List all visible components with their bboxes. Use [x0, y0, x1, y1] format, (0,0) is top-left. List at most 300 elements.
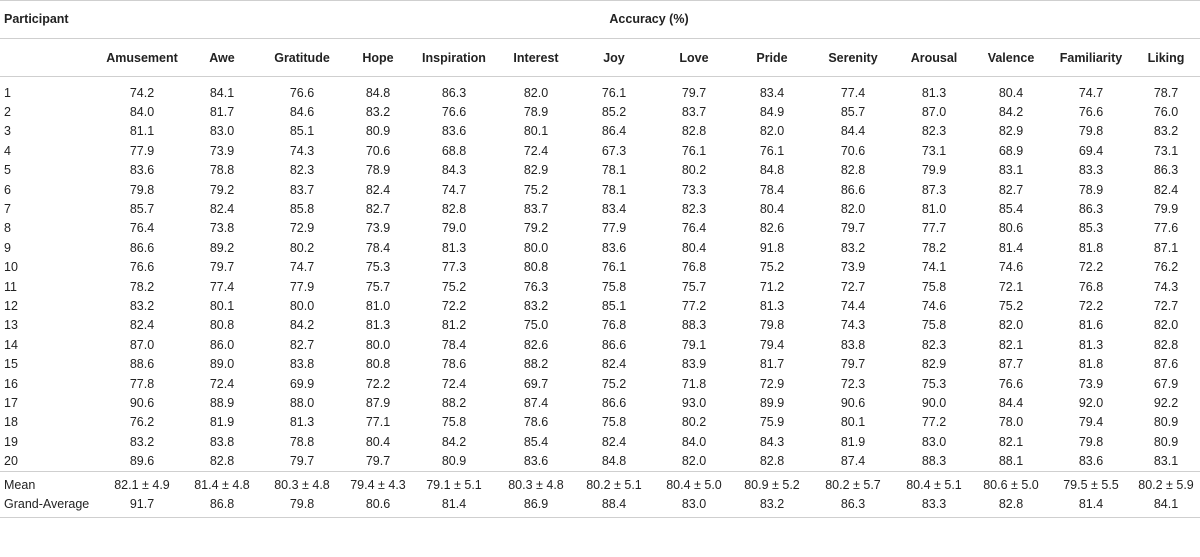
- table-cell: 82.8: [209, 454, 235, 469]
- table-cell: 88.6: [129, 357, 155, 372]
- table-cell: 76.4: [681, 221, 707, 236]
- table-cell: 74.3: [840, 318, 866, 333]
- table-cell: 91.7: [98, 495, 186, 518]
- table-cell: 72.2: [1078, 260, 1104, 275]
- table-cell: 83.3: [896, 495, 972, 518]
- table-cell: 83.2: [523, 298, 549, 313]
- table-cell: 85.7: [129, 202, 155, 217]
- table-cell: 75.0: [523, 318, 549, 333]
- table-cell: 78.4: [759, 182, 785, 197]
- column-header: Pride: [734, 39, 810, 77]
- table-cell: 76.1: [681, 143, 707, 158]
- group-header: Accuracy (%): [609, 12, 689, 26]
- table-cell: 80.8: [209, 318, 235, 333]
- table-cell: 83.3: [1078, 163, 1104, 178]
- table-cell: 73.3: [681, 182, 707, 197]
- table-cell: 79.0: [441, 221, 467, 236]
- table-cell: 88.2: [441, 395, 467, 410]
- table-cell: 86.0: [209, 337, 235, 352]
- table-cell: 78.4: [441, 337, 467, 352]
- table-cell: 82.4: [209, 202, 235, 217]
- table-cell: 80.0: [523, 240, 549, 255]
- table-cell: 84.3: [759, 434, 785, 449]
- table-cell: 88.9: [209, 395, 235, 410]
- row-label: 18: [4, 415, 18, 430]
- table-cell: 88.3: [921, 454, 947, 469]
- table-cell: 70.6: [365, 143, 391, 158]
- table-cell: 84.3: [441, 163, 467, 178]
- table-cell: 80.2: [681, 163, 707, 178]
- table-cell: 88.1: [998, 454, 1024, 469]
- table-cell: 83.7: [523, 202, 549, 217]
- table-cell: 76.6: [1078, 105, 1104, 120]
- table-cell: 84.2: [289, 318, 315, 333]
- table-cell: 83.2: [840, 240, 866, 255]
- table-cell: 68.8: [441, 143, 467, 158]
- table-cell: 79.7: [681, 85, 707, 100]
- table-cell: 80.0: [365, 337, 391, 352]
- table-cell: 89.2: [209, 240, 235, 255]
- table-row: [0, 161, 1200, 180]
- table-cell: 75.7: [681, 279, 707, 294]
- row-label: Mean: [0, 471, 98, 495]
- table-cell: 83.9: [681, 357, 707, 372]
- table-cell: 89.9: [759, 395, 785, 410]
- table-cell: 86.6: [129, 240, 155, 255]
- table-cell: 81.2: [441, 318, 467, 333]
- table-cell: 82.9: [523, 163, 549, 178]
- table-cell: 77.1: [365, 415, 391, 430]
- table-cell: 79.5 ± 5.5: [1050, 471, 1132, 495]
- table-cell: 84.8: [601, 454, 627, 469]
- table-cell: 75.8: [921, 318, 947, 333]
- table-cell: 84.6: [289, 105, 315, 120]
- table-cell: 80.4: [681, 240, 707, 255]
- table-cell: 72.4: [523, 143, 549, 158]
- table-cell: 84.8: [365, 85, 391, 100]
- table-cell: 84.8: [759, 163, 785, 178]
- table-cell: 80.9: [441, 454, 467, 469]
- table-cell: 79.8: [129, 182, 155, 197]
- table-cell: 80.2 ± 5.1: [574, 471, 654, 495]
- table-cell: 81.3: [441, 240, 467, 255]
- table-cell: 82.8: [681, 124, 707, 139]
- table-cell: 81.9: [209, 415, 235, 430]
- table-cell: 83.6: [129, 163, 155, 178]
- table-cell: 76.0: [1153, 105, 1179, 120]
- table-cell: 83.0: [921, 434, 947, 449]
- table-cell: 72.2: [441, 298, 467, 313]
- table-cell: 91.8: [759, 240, 785, 255]
- table-cell: 77.9: [289, 279, 315, 294]
- table-cell: 77.7: [921, 221, 947, 236]
- table-row: [0, 335, 1200, 354]
- table-cell: 84.2: [998, 105, 1024, 120]
- table-cell: 74.2: [129, 85, 155, 100]
- table-summary: [0, 471, 1200, 517]
- table-cell: 90.6: [840, 395, 866, 410]
- table-cell: 90.0: [921, 395, 947, 410]
- table-cell: 76.2: [1153, 260, 1179, 275]
- table-cell: 71.2: [759, 279, 785, 294]
- table-row: [0, 238, 1200, 257]
- row-label: 7: [4, 202, 11, 217]
- row-label: 13: [4, 318, 18, 333]
- table-cell: 68.9: [998, 143, 1024, 158]
- table-cell: 82.0: [1153, 318, 1179, 333]
- table-row: [0, 354, 1200, 373]
- table-cell: 88.4: [574, 495, 654, 518]
- table-cell: 79.7: [365, 454, 391, 469]
- table-cell: 79.7: [840, 221, 866, 236]
- table-cell: 75.8: [921, 279, 947, 294]
- row-label: 16: [4, 376, 18, 391]
- table-cell: 86.8: [186, 495, 258, 518]
- table-cell: 79.8: [759, 318, 785, 333]
- row-label: 9: [4, 240, 11, 255]
- table-cell: 74.3: [289, 143, 315, 158]
- table-cell: 86.3: [810, 495, 896, 518]
- table-cell: 80.4 ± 5.1: [896, 471, 972, 495]
- table-cell: 82.4: [129, 318, 155, 333]
- table-cell: 84.1: [1132, 495, 1200, 518]
- table-cell: 82.1 ± 4.9: [98, 471, 186, 495]
- table-cell: 75.2: [523, 182, 549, 197]
- table-cell: 86.9: [498, 495, 574, 518]
- table-cell: 77.4: [840, 85, 866, 100]
- table-cell: 84.2: [441, 434, 467, 449]
- table-cell: 86.3: [1153, 163, 1179, 178]
- table-cell: 81.0: [365, 298, 391, 313]
- table-cell: 83.0: [654, 495, 734, 518]
- column-header: Amusement: [98, 39, 186, 77]
- table-cell: 75.3: [921, 376, 947, 391]
- table-cell: 82.6: [523, 337, 549, 352]
- table-cell: 78.4: [365, 240, 391, 255]
- table-cell: 81.4: [1050, 495, 1132, 518]
- table-cell: 79.2: [523, 221, 549, 236]
- table-cell: 73.9: [1078, 376, 1104, 391]
- table-cell: 81.7: [209, 105, 235, 120]
- table-cell: 75.3: [365, 260, 391, 275]
- column-header: Love: [654, 39, 734, 77]
- table-row: [0, 277, 1200, 296]
- table-cell: 83.6: [1078, 454, 1104, 469]
- table-cell: 82.8: [972, 495, 1050, 518]
- table-cell: 67.9: [1153, 376, 1179, 391]
- table-cell: 73.8: [209, 221, 235, 236]
- table-cell: 82.3: [681, 202, 707, 217]
- table-cell: 82.7: [289, 337, 315, 352]
- table-cell: 76.6: [289, 85, 315, 100]
- table-cell: 82.4: [365, 182, 391, 197]
- row-label: 8: [4, 221, 11, 236]
- table-cell: 80.4: [998, 85, 1024, 100]
- table-cell: 76.3: [523, 279, 549, 294]
- table-cell: 76.2: [129, 415, 155, 430]
- table-cell: 80.2 ± 5.9: [1132, 471, 1200, 495]
- table-cell: 77.9: [129, 143, 155, 158]
- table-cell: 74.6: [998, 260, 1024, 275]
- table-cell: 83.7: [289, 182, 315, 197]
- table-cell: 80.9 ± 5.2: [734, 471, 810, 495]
- row-label: 14: [4, 337, 18, 352]
- table-cell: 76.4: [129, 221, 155, 236]
- table-cell: 90.6: [129, 395, 155, 410]
- table-cell: 79.7: [840, 357, 866, 372]
- row-label: 19: [4, 434, 18, 449]
- table-cell: 79.4 ± 4.3: [346, 471, 410, 495]
- table-cell: 73.1: [921, 143, 947, 158]
- table-cell: 74.7: [1078, 85, 1104, 100]
- table-cell: 84.4: [840, 124, 866, 139]
- table-cell: 78.7: [1153, 85, 1179, 100]
- table-cell: 72.7: [840, 279, 866, 294]
- row-label: Grand-Average: [0, 495, 98, 518]
- table-row: [0, 141, 1200, 160]
- table-cell: 82.0: [681, 454, 707, 469]
- table-cell: 79.9: [1153, 202, 1179, 217]
- column-header: Hope: [346, 39, 410, 77]
- table-cell: 86.6: [601, 395, 627, 410]
- table-cell: 79.7: [209, 260, 235, 275]
- table-cell: 83.2: [734, 495, 810, 518]
- table-cell: 78.2: [129, 279, 155, 294]
- table-cell: 78.9: [365, 163, 391, 178]
- table-cell: 85.4: [998, 202, 1024, 217]
- table-cell: 87.9: [365, 395, 391, 410]
- table-cell: 77.9: [601, 221, 627, 236]
- row-label: 3: [4, 124, 11, 139]
- column-header: Inspiration: [410, 39, 498, 77]
- table-cell: 82.3: [921, 124, 947, 139]
- table-cell: 82.3: [921, 337, 947, 352]
- table-cell: 80.8: [523, 260, 549, 275]
- table-cell: 82.1: [998, 434, 1024, 449]
- table-cell: 85.1: [601, 298, 627, 313]
- table-cell: 83.0: [209, 124, 235, 139]
- table-cell: 78.8: [209, 163, 235, 178]
- table-row: [0, 77, 1200, 103]
- table-cell: 83.6: [441, 124, 467, 139]
- table-cell: 83.1: [998, 163, 1024, 178]
- table-cell: 79.4: [759, 337, 785, 352]
- table-cell: 80.1: [523, 124, 549, 139]
- table-cell: 74.7: [289, 260, 315, 275]
- table-cell: 76.6: [998, 376, 1024, 391]
- table-cell: 77.2: [921, 415, 947, 430]
- table-cell: 83.8: [209, 434, 235, 449]
- table-cell: 82.7: [365, 202, 391, 217]
- column-header-row: [0, 39, 1200, 77]
- table-cell: 78.8: [289, 434, 315, 449]
- table-cell: 87.1: [1153, 240, 1179, 255]
- table-cell: 82.9: [998, 124, 1024, 139]
- table-cell: 86.3: [1078, 202, 1104, 217]
- table-cell: 81.3: [921, 85, 947, 100]
- table-cell: 81.7: [759, 357, 785, 372]
- table-cell: 76.8: [681, 260, 707, 275]
- table-cell: 72.4: [209, 376, 235, 391]
- table-cell: 80.4: [365, 434, 391, 449]
- table-cell: 82.8: [1153, 337, 1179, 352]
- table-cell: 81.4 ± 4.8: [186, 471, 258, 495]
- table-cell: 86.6: [601, 337, 627, 352]
- column-header: Interest: [498, 39, 574, 77]
- table-cell: 74.4: [840, 298, 866, 313]
- table-cell: 80.2: [681, 415, 707, 430]
- table-cell: 80.1: [840, 415, 866, 430]
- table-cell: 80.6: [346, 495, 410, 518]
- table-cell: 89.0: [209, 357, 235, 372]
- table-cell: 80.6 ± 5.0: [972, 471, 1050, 495]
- table-cell: 75.2: [601, 376, 627, 391]
- table-cell: 70.6: [840, 143, 866, 158]
- table-top-rule: [0, 0, 1200, 1]
- table-cell: 82.0: [759, 124, 785, 139]
- table-cell: 77.6: [1153, 221, 1179, 236]
- table-cell: 81.8: [1078, 357, 1104, 372]
- row-label: 20: [4, 454, 18, 469]
- table-cell: 82.4: [601, 434, 627, 449]
- table-cell: 78.1: [601, 182, 627, 197]
- table-cell: 73.9: [840, 260, 866, 275]
- table-cell: 78.2: [921, 240, 947, 255]
- table-cell: 84.0: [681, 434, 707, 449]
- table-cell: 84.9: [759, 105, 785, 120]
- table-cell: 75.8: [441, 415, 467, 430]
- table-cell: 72.3: [840, 376, 866, 391]
- table-cell: 87.0: [921, 105, 947, 120]
- row-label: 6: [4, 182, 11, 197]
- table-cell: 73.1: [1153, 143, 1179, 158]
- table-cell: 79.8: [258, 495, 346, 518]
- table-cell: 81.3: [759, 298, 785, 313]
- table-cell: 83.1: [1153, 454, 1179, 469]
- column-header: Valence: [972, 39, 1050, 77]
- table-cell: 76.1: [601, 85, 627, 100]
- table-row: [0, 432, 1200, 451]
- table-cell: 83.4: [759, 85, 785, 100]
- table-cell: 82.7: [998, 182, 1024, 197]
- table-cell: 89.6: [129, 454, 155, 469]
- table-cell: 82.6: [759, 221, 785, 236]
- table-cell: 80.9: [1153, 415, 1179, 430]
- table-cell: 75.2: [759, 260, 785, 275]
- table-cell: 80.2 ± 5.7: [810, 471, 896, 495]
- table-cell: 77.3: [441, 260, 467, 275]
- table-cell: 84.4: [998, 395, 1024, 410]
- row-label: 4: [4, 143, 11, 158]
- table-cell: 74.1: [921, 260, 947, 275]
- table-cell: 79.8: [1078, 434, 1104, 449]
- table-row: [0, 374, 1200, 393]
- table-cell: 76.6: [129, 260, 155, 275]
- table-cell: 92.2: [1153, 395, 1179, 410]
- table-cell: 80.4: [759, 202, 785, 217]
- table-cell: 82.9: [921, 357, 947, 372]
- table-cell: 79.7: [289, 454, 315, 469]
- table-row: [0, 316, 1200, 335]
- column-header: Familiarity: [1050, 39, 1132, 77]
- table-cell: 72.2: [365, 376, 391, 391]
- table-cell: 69.7: [523, 376, 549, 391]
- table-cell: 83.4: [601, 202, 627, 217]
- table-cell: 87.4: [523, 395, 549, 410]
- table-cell: 88.2: [523, 357, 549, 372]
- table-cell: 72.9: [289, 221, 315, 236]
- table-cell: 87.0: [129, 337, 155, 352]
- table-cell: 81.4: [998, 240, 1024, 255]
- table-cell: 81.3: [365, 318, 391, 333]
- row-header: Participant: [4, 12, 69, 26]
- summary-row: [0, 471, 1200, 495]
- table-row: [0, 413, 1200, 432]
- table-cell: 78.6: [441, 357, 467, 372]
- table-cell: 80.3 ± 4.8: [258, 471, 346, 495]
- table-cell: 72.1: [998, 279, 1024, 294]
- table-cell: 79.2: [209, 182, 235, 197]
- table-cell: 85.3: [1078, 221, 1104, 236]
- table-cell: 82.8: [840, 163, 866, 178]
- table-cell: 83.2: [1153, 124, 1179, 139]
- table-cell: 78.9: [523, 105, 549, 120]
- table-cell: 78.6: [523, 415, 549, 430]
- table-cell: 86.4: [601, 124, 627, 139]
- table-cell: 74.7: [441, 182, 467, 197]
- table-cell: 80.9: [1153, 434, 1179, 449]
- table-row: [0, 393, 1200, 412]
- summary-row: [0, 495, 1200, 518]
- table-cell: 78.0: [998, 415, 1024, 430]
- table-cell: 76.8: [601, 318, 627, 333]
- table-cell: 76.6: [441, 105, 467, 120]
- table-cell: 85.4: [523, 434, 549, 449]
- table-cell: 81.9: [840, 434, 866, 449]
- table-cell: 85.2: [601, 105, 627, 120]
- table-cell: 83.2: [129, 434, 155, 449]
- table-cell: 75.2: [441, 279, 467, 294]
- table-cell: 79.1 ± 5.1: [410, 471, 498, 495]
- table-cell: 82.8: [441, 202, 467, 217]
- table-cell: 73.9: [209, 143, 235, 158]
- table-cell: 82.4: [601, 357, 627, 372]
- table-cell: 76.1: [601, 260, 627, 275]
- table-cell: 82.0: [840, 202, 866, 217]
- table-cell: 85.1: [289, 124, 315, 139]
- table-cell: 83.6: [523, 454, 549, 469]
- table-cell: 75.7: [365, 279, 391, 294]
- row-label: 10: [4, 260, 18, 275]
- table-row: [0, 180, 1200, 199]
- table-cell: 83.8: [840, 337, 866, 352]
- table-cell: 78.9: [1078, 182, 1104, 197]
- table-cell: 80.3 ± 4.8: [498, 471, 574, 495]
- table-cell: 85.7: [840, 105, 866, 120]
- table-cell: 86.3: [441, 85, 467, 100]
- table-cell: 82.4: [1153, 182, 1179, 197]
- table-cell: 71.8: [681, 376, 707, 391]
- table-cell: 82.0: [523, 85, 549, 100]
- row-label: 2: [4, 105, 11, 120]
- table-cell: 69.9: [289, 376, 315, 391]
- table-cell: 87.7: [998, 357, 1024, 372]
- table-cell: 82.3: [289, 163, 315, 178]
- table-cell: 81.6: [1078, 318, 1104, 333]
- row-label: 1: [4, 85, 11, 100]
- table-cell: 73.9: [365, 221, 391, 236]
- row-label: 15: [4, 357, 18, 372]
